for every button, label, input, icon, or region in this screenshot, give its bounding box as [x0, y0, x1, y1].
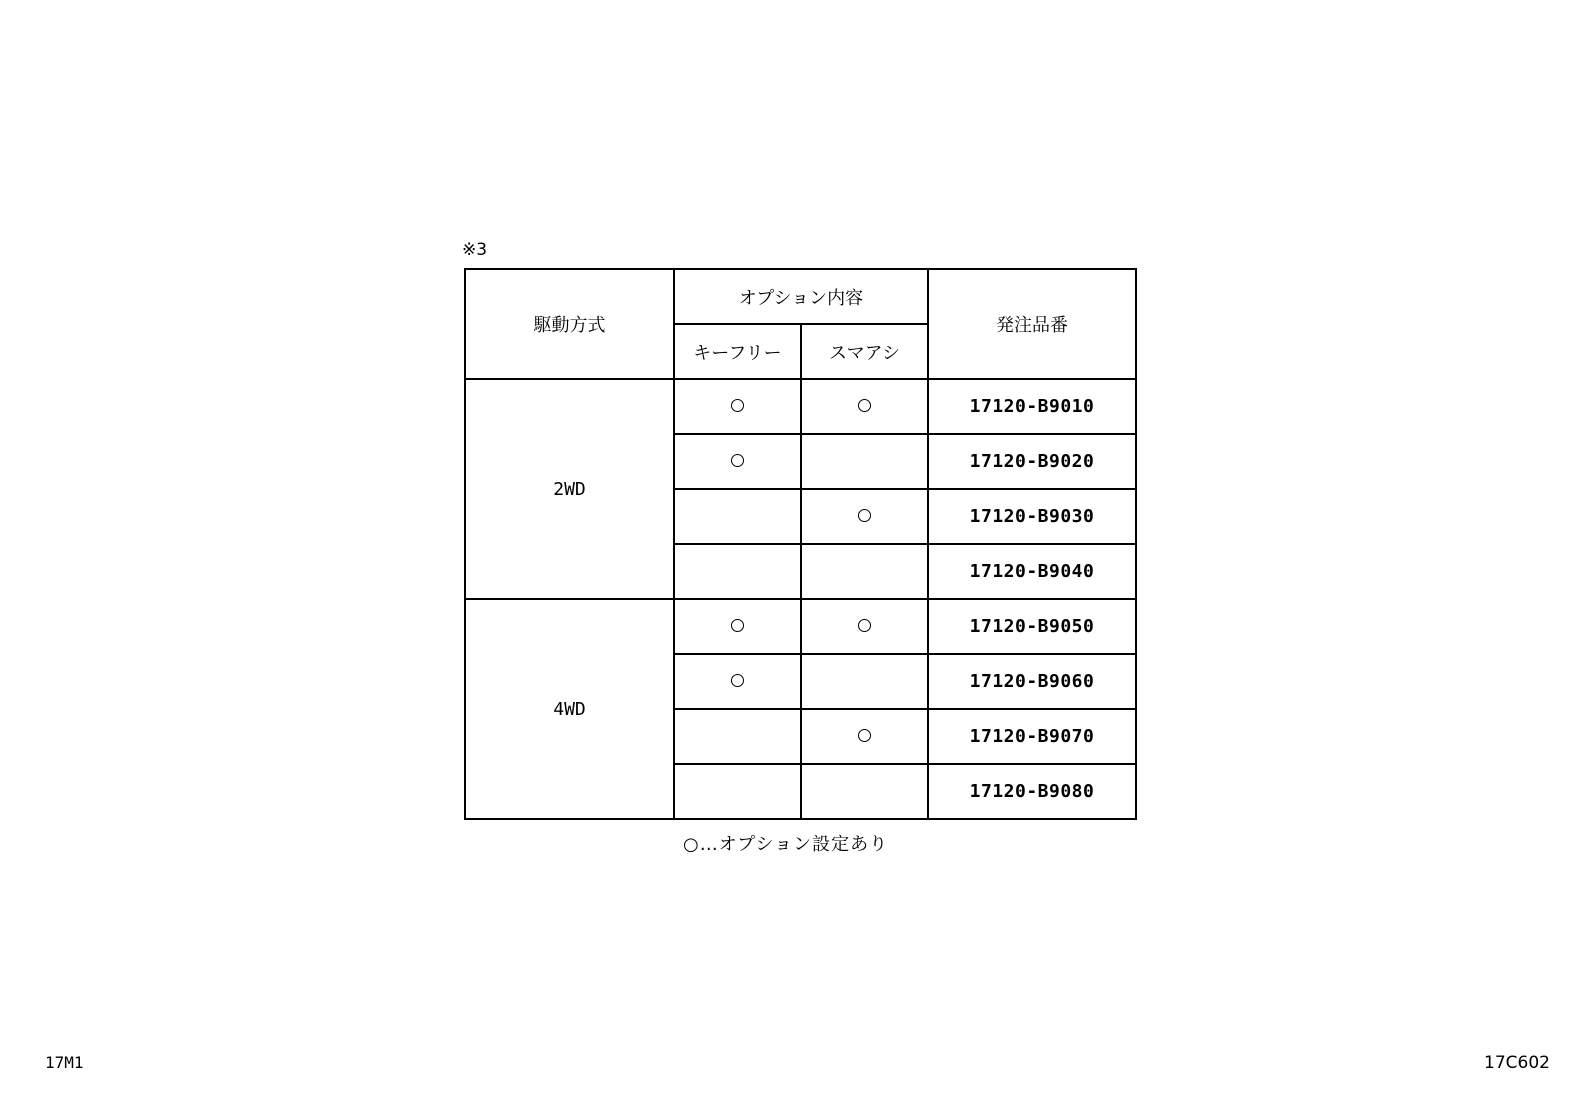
option-available-circle-icon — [731, 619, 744, 632]
smart-assist-cell — [801, 764, 928, 819]
part-number-cell: 17120-B9030 — [928, 489, 1136, 544]
part-number-cell: 17120-B9010 — [928, 379, 1136, 434]
table-row — [465, 599, 1136, 654]
part-number-cell: 17120-B9070 — [928, 709, 1136, 764]
smart-assist-cell — [801, 489, 928, 544]
key-free-cell — [674, 489, 801, 544]
header-order-part-number: 発注品番 — [928, 269, 1136, 379]
key-free-cell — [674, 654, 801, 709]
option-available-circle-icon — [731, 399, 744, 412]
part-number-cell: 17120-B9020 — [928, 434, 1136, 489]
header-key-free: キーフリー — [674, 324, 801, 379]
footer-right-code: 17C602 — [1484, 1053, 1550, 1073]
option-part-table — [464, 268, 1137, 820]
smart-assist-cell — [801, 654, 928, 709]
key-free-cell — [674, 544, 801, 599]
option-available-circle-icon — [731, 454, 744, 467]
key-free-cell — [674, 709, 801, 764]
option-available-circle-icon — [858, 399, 871, 412]
header-option-contents: オプション内容 — [674, 269, 928, 324]
smart-assist-cell — [801, 709, 928, 764]
footer-left-code: 17M1 — [45, 1053, 84, 1072]
drive-method-cell: 2WD — [465, 379, 674, 599]
smart-assist-cell — [801, 599, 928, 654]
part-number-cell: 17120-B9050 — [928, 599, 1136, 654]
drive-method-cell: 4WD — [465, 599, 674, 819]
key-free-cell — [674, 764, 801, 819]
note-mark: ※3 — [462, 240, 488, 260]
table-row — [465, 379, 1136, 434]
smart-assist-cell — [801, 379, 928, 434]
part-number-cell: 17120-B9080 — [928, 764, 1136, 819]
option-available-circle-icon — [858, 509, 871, 522]
key-free-cell — [674, 599, 801, 654]
key-free-cell — [674, 379, 801, 434]
option-available-circle-icon — [858, 619, 871, 632]
part-number-cell: 17120-B9060 — [928, 654, 1136, 709]
key-free-cell — [674, 434, 801, 489]
option-available-circle-icon — [731, 674, 744, 687]
smart-assist-cell — [801, 544, 928, 599]
option-available-circle-icon — [858, 729, 871, 742]
header-drive-method: 駆動方式 — [465, 269, 674, 379]
part-number-cell: 17120-B9040 — [928, 544, 1136, 599]
legend-note: ○…オプション設定あり — [683, 834, 889, 855]
header-smart-assist: スマアシ — [801, 324, 928, 379]
smart-assist-cell — [801, 434, 928, 489]
